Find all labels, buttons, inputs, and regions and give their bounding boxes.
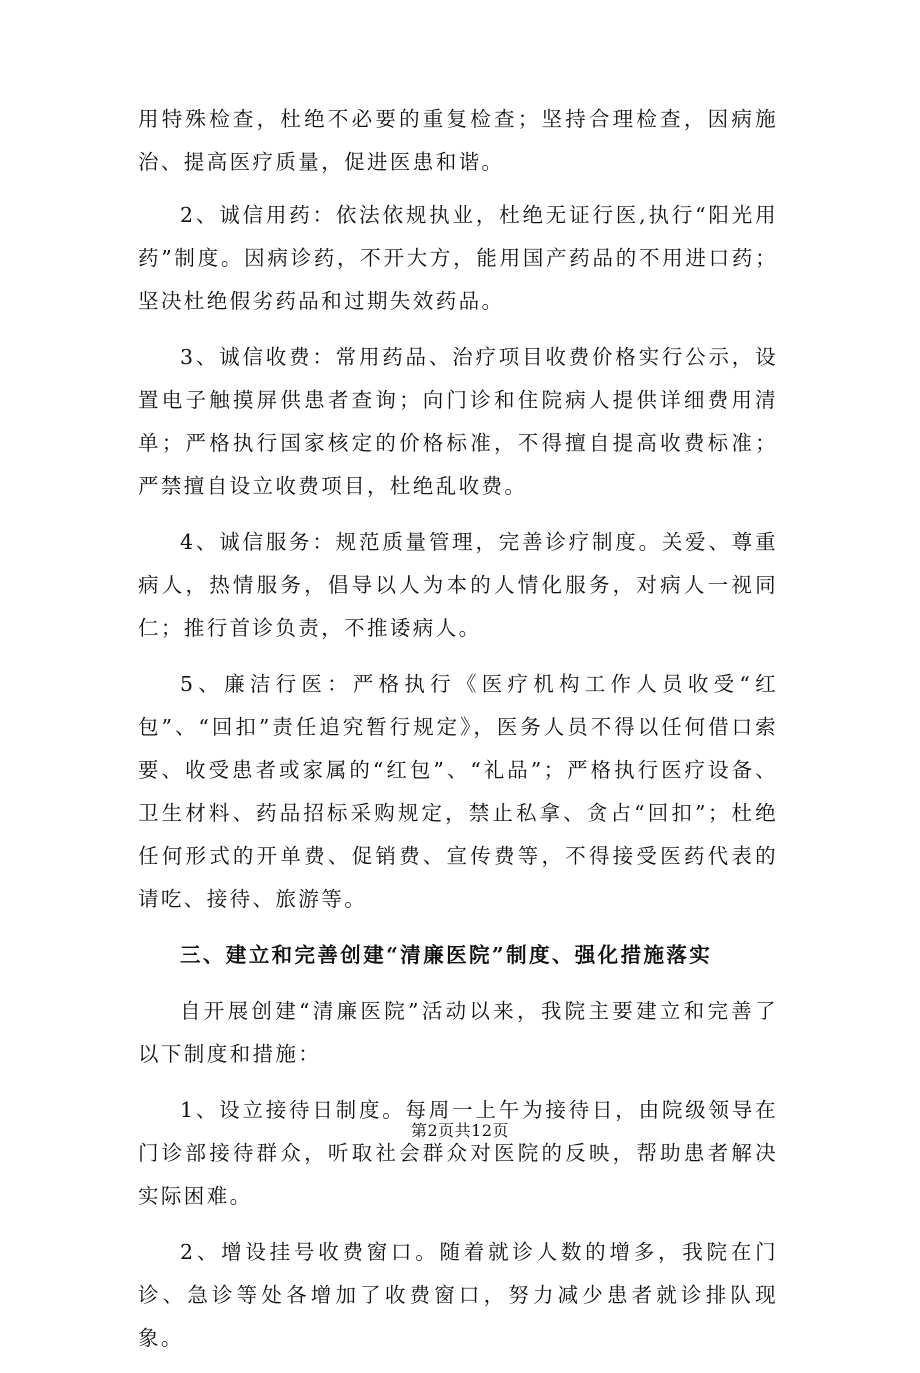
page-number: 第2页共12页 (410, 1121, 510, 1140)
paragraph-clean-practice: 5、廉洁行医：严格执行《医疗机构工作人员收受“红包”、“回扣”责任追究暂行规定》，医务人员不得以任何借口索要、收受患者或家属的“红包”、“礼品”；严格执行医疗设备、卫生材料、药品招标采购规定，禁止私拿、贪占“回扣”；杜绝任何形式的开单费、促销费、宣传费等，不得接受医药代表的请吃、接待、旅游等。 (138, 672, 778, 911)
paragraph-section-intro: 自开展创建“清廉医院”活动以来，我院主要建立和完善了以下制度和措施： (138, 999, 778, 1066)
paragraph-honest-charging: 3、诚信收费：常用药品、治疗项目收费价格实行公示，设置电子触摸屏供患者查询；向门诊和住院病人提供详细费用清单；严格执行国家核定的价格标准，不得擅自提高收费标准；严禁擅自设立收费项目，杜绝乱收费。 (138, 345, 778, 498)
paragraph-honest-medication: 2、诚信用药：依法依规执业，杜绝无证行医,执行“阳光用药”制度。因病诊药，不开大方，能用国产药品的不用进口药；坚决杜绝假劣药品和过期失效药品。 (138, 203, 778, 313)
paragraph-continuation: 用特殊检查，杜绝不必要的重复检查；坚持合理检查，因病施治、提高医疗质量，促进医患和谐。 (138, 107, 778, 174)
paragraph-reception-day: 1、设立接待日制度。每周一上午为接待日，由院级领导在门诊部接待群众，听取社会群众对医院的反映，帮助患者解决实际困难。 (138, 1098, 778, 1208)
section-heading-three: 三、建立和完善创建“清廉医院”制度、强化措施落实 (180, 943, 713, 967)
paragraph-payment-windows: 2、增设挂号收费窗口。随着就诊人数的增多，我院在门诊、急诊等处各增加了收费窗口，努力减少患者就诊排队现象。 (138, 1240, 778, 1350)
document-body (138, 98, 778, 1373)
paragraph-honest-service: 4、诚信服务：规范质量管理，完善诊疗制度。关爱、尊重病人，热情服务，倡导以人为本的人情化服务，对病人一视同仁；推行首诊负责，不推诿病人。 (138, 530, 778, 640)
